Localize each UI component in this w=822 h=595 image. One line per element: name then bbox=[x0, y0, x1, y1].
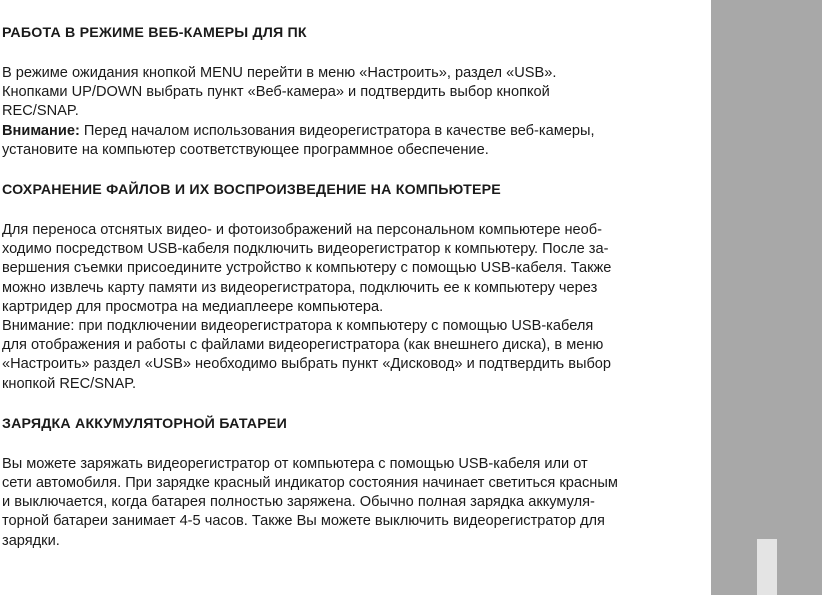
paragraph-webcam-instructions bbox=[2, 64, 702, 122]
paragraph-battery-charging bbox=[2, 455, 702, 551]
paragraph-text: Внимание: при подключении видеорегистратора к компьютеру с помощью USB-кабеля для отображения и работы с файлами видеорегистратора (как внешнего диска), в меню «Настроить» раздел «USB» необходимо выбрать пункт «Дисковод» и подтвердить выбор кнопкой REC/SNAP. bbox=[2, 318, 612, 392]
section-heading-webcam: РАБОТА В РЕЖИМЕ ВЕБ-КАМЕРЫ ДЛЯ ПК bbox=[2, 25, 307, 41]
paragraph-files-transfer bbox=[2, 221, 702, 317]
paragraph-text: Вы можете заряжать видеорегистратор от компьютера с помощью USB-кабеля или от сети автомобиля. При зарядке красный индикатор состояния начинает светиться красным и выключается, когда батарея полностью заряжена. Обычно полная зарядка аккумуля- торной батареи занимает 4-5 часов. Также Вы можете выключить видеорегистратор для зарядки. bbox=[2, 455, 618, 549]
paragraph-files-warning bbox=[2, 317, 702, 394]
section-heading-battery: ЗАРЯДКА АККУМУЛЯТОРНОЙ БАТАРЕИ bbox=[2, 415, 287, 432]
paragraph-webcam-warning bbox=[2, 122, 702, 160]
page-side-margin-bar bbox=[711, 0, 822, 595]
page-content bbox=[2, 24, 702, 551]
paragraph-text: Для переноса отснятых видео- и фотоизображений на персональном компьютере необ- ходимо посредством USB-кабеля подключить видеорегистратор к компьютеру. После за- вершения съемки присоедините устройство к компьютеру с помощью USB-кабеля. Также можно извлечь карту памяти из видеорегистратора, подключить ее к компьютеру через картридер для просмотра на медиаплеере компьютера. bbox=[2, 222, 612, 315]
page-tab-marker bbox=[757, 539, 777, 595]
paragraph-text: Перед началом использования видеорегистратора в качестве веб-камеры, установите на компьютер соответствующее программное обеспечение. bbox=[2, 122, 595, 158]
paragraph-text: В режиме ожидания кнопкой MENU перейти в меню «Настроить», раздел «USB». Кнопками UP/DOWN выбрать пункт «Веб-камера» и подтвердить выбор кнопкой REC/SNAP. bbox=[2, 65, 557, 120]
warning-label: Внимание: bbox=[2, 122, 80, 139]
section-heading-files: СОХРАНЕНИЕ ФАЙЛОВ И ИХ ВОСПРОИЗВЕДЕНИЕ НА КОМПЬЮТЕРЕ bbox=[2, 182, 501, 199]
